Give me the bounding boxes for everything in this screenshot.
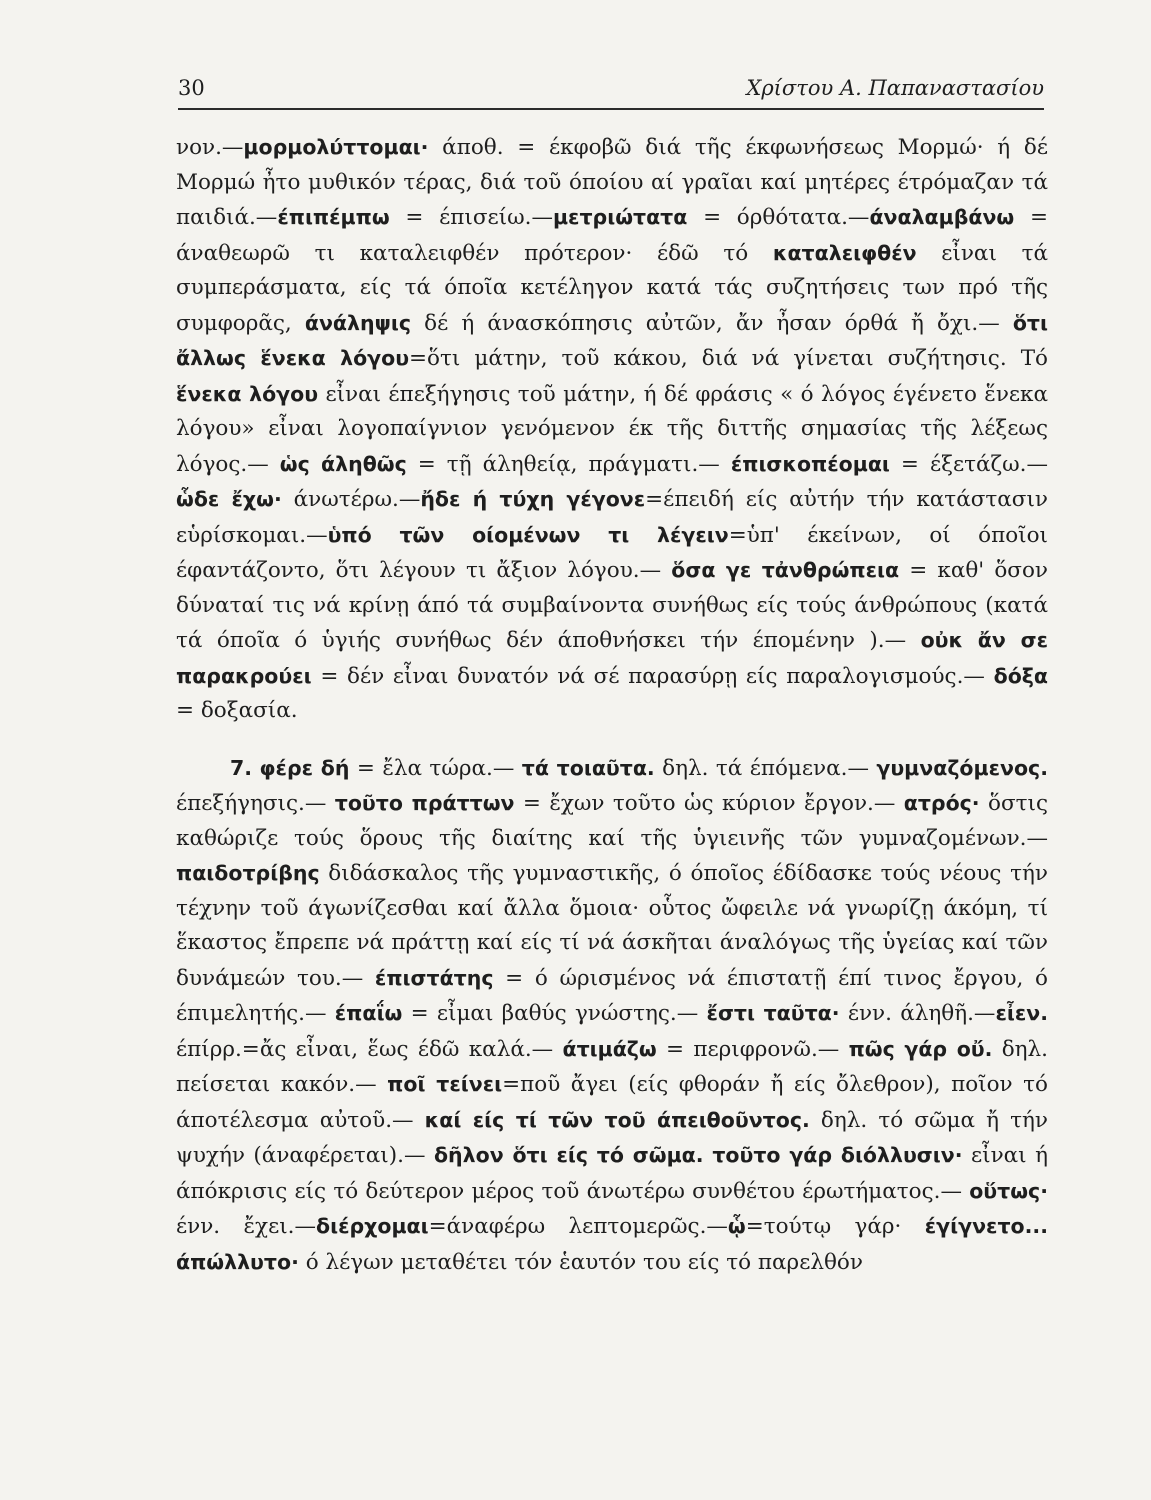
gloss-text: διδάσκαλος τῆς γυμναστικῆς, ό όποῖος έδίδασκε τούς νέους τήν τέχνην τοῦ άγωνίζεσθαι καί ἄλλα ὅμοια· οὗτος ὤφειλε νά γνωρίζῃ άκόμη, τί ἕκαστος ἔπρεπε νά πράττῃ καί είς τί νά άσκῆται άναλόγως τῆς ὑγείας καί τῶν δυνάμεών του.—: [176, 861, 1048, 991]
lemma: ὡς άληθῶς: [279, 451, 407, 476]
gloss-text: = τῇ άληθείᾳ, πράγματι.—: [406, 451, 731, 477]
gloss-text: =ποῦ ἄγει (είς φθοράν ἤ είς ὄλεθρον), ποῖον τό άποτέλεσμα αὐτοῦ.—: [176, 1072, 1048, 1133]
lemma: έπαΐω: [334, 1001, 403, 1025]
lemma: φέρε δή: [259, 755, 350, 780]
lemma: έπιπέμπω: [277, 205, 390, 229]
gloss-text: =άναφέρω λεπτομερῶς.—: [428, 1214, 728, 1239]
gloss-text: δηλ. πείσεται κακόν.—: [176, 1036, 1048, 1097]
lemma: δόξα: [993, 663, 1048, 688]
gloss-text: = άναθεωρῶ τι καταλειφθέν πρότερον· έδῶ τό: [176, 205, 1048, 266]
body-text: [176, 130, 1048, 1280]
lemma: ἕνεκα λόγου: [176, 381, 319, 406]
gloss-text: = ό ώρισμένος νά έπιστατῇ έπί τινος ἔργου, ό έπιμελητής.—: [176, 965, 1048, 1026]
lemma: ὅτι ἄλλως ἕνεκα λόγου: [176, 310, 1048, 370]
lemma: γυμναζόμενος.: [876, 755, 1048, 780]
gloss-text: δηλ. τά έπόμενα.—: [654, 755, 877, 781]
lemma: άτιμάζω: [562, 1036, 657, 1061]
gloss-text: = έξετάζω.—: [889, 451, 1049, 477]
gloss-text: =ὑπ' έκείνων, οί όποῖοι έφαντάζοντο, ὅτι λέγουν τι ἄξιον λόγου.—: [176, 522, 1048, 583]
gloss-text: [252, 756, 259, 781]
lemma: τοῦτο πράττων: [334, 791, 515, 815]
lemma: έπισκοπέομαι: [730, 451, 890, 476]
lemma: παιδοτρίβης: [176, 861, 320, 885]
lemma: ατρός·: [903, 791, 980, 815]
lemma: μετριώτατα: [552, 205, 688, 229]
gloss-text: δηλ. τό σῶμα ἤ τήν ψυχήν (άναφέρεται).—: [176, 1107, 1048, 1168]
lemma: ὅσα γε τἀνθρώπεια: [671, 558, 900, 582]
lemma: οὐκ ἄν σε παρακρούει: [176, 628, 1048, 688]
gloss-text: =έπειδή είς αὐτήν τήν κατάστασιν εὑρίσκομαι.—: [176, 487, 1048, 548]
lemma: τά τοιαῦτα.: [521, 755, 655, 780]
lemma: έγίγνετο... άπώλλυτο·: [176, 1214, 1048, 1274]
lemma: έπιστάτης: [374, 965, 494, 990]
gloss-text: = εἶμαι βαθύς γνώστης.—: [402, 1001, 707, 1026]
page-header: [178, 68, 1044, 110]
gloss-text: =τούτῳ γάρ·: [745, 1214, 925, 1239]
commentary-paragraph-2: [176, 751, 1048, 1281]
gloss-text: ένν. άληθῆ.—: [839, 1001, 996, 1026]
gloss-text: άνωτέρω.—: [281, 487, 421, 512]
gloss-text: = έπισείω.—: [389, 205, 553, 230]
gloss-text: έπεξήγησις.—: [176, 791, 335, 816]
gloss-text: = ἔχων τοῦτο ὡς κύριον ἔργον.—: [514, 791, 904, 816]
lemma: μορμολύττομαι·: [243, 135, 429, 159]
commentary-paragraph-1: [176, 130, 1048, 729]
lemma: ἤδε ή τύχη γέγονε: [420, 487, 646, 511]
lemma: πῶς γάρ οὔ.: [848, 1036, 993, 1061]
gloss-text: έπίρρ.=ἄς εἶναι, ἕως έδῶ καλά.—: [176, 1036, 563, 1062]
page-number: 30: [178, 76, 205, 100]
gloss-text: νον.—: [176, 135, 244, 160]
lemma: εἶεν.: [995, 1001, 1048, 1025]
lemma: ᾧ: [727, 1214, 746, 1238]
lemma: ὑπό τῶν οίομένων τι λέγειν: [327, 522, 729, 547]
gloss-text: ό λέγων μεταθέτει τόν ἑαυτόν του είς τό παρελθόν: [298, 1249, 863, 1275]
gloss-text: δέ ή άνασκόπησις αὐτῶν, ἄν ἦσαν όρθά ἤ ὄχι.—: [411, 310, 1013, 336]
lemma: ποῖ τείνει: [387, 1072, 503, 1096]
lemma: καταλειφθέν: [772, 240, 917, 265]
gloss-text: = περιφρονῶ.—: [656, 1036, 849, 1062]
gloss-text: εἶναι ή άπόκρισις είς τό δεύτερον μέρος τοῦ άνωτέρω συνθέτου έρωτήματος.—: [176, 1143, 1049, 1204]
lemma: δῆλον ὅτι είς τό σῶμα. τοῦτο γάρ διόλλυσιν·: [433, 1143, 963, 1167]
gloss-text: άποθ. = έκφοβῶ διά τῆς έκφωνήσεως Μορμώ· ή δέ Μορμώ ἦτο μυθικόν τέρας, διά τοῦ όποίου αί γραῖαι καί μητέρες έτρόμαζαν τά παιδιά.—: [176, 135, 1048, 230]
lemma: οὕτως·: [969, 1178, 1048, 1203]
gloss-text: = καθ' ὅσον δύναταί τις νά κρίνῃ άπό τά συμβαίνοντα συνήθως είς τούς άνθρώπους (κατά τά όποῖα ό ὑγιής συνήθως δέν άποθνήσκει τήν έπομένην ).—: [176, 558, 1048, 653]
lemma: άναλαμβάνω: [869, 205, 1015, 229]
gloss-text: =ὅτι μάτην, τοῦ κάκου, διά νά γίνεται συζήτησις. Τό: [409, 346, 1048, 371]
gloss-text: = ἔλα τώρα.—: [349, 755, 522, 781]
lemma: άνάληψις: [304, 310, 411, 335]
lemma: καί είς τί τῶν τοῦ άπειθοῦντος.: [424, 1107, 810, 1132]
gloss-text: ὅστις καθώριζε τούς ὅρους τῆς διαίτης καί τῆς ὑγιεινῆς τῶν γυμναζομένων.—: [176, 791, 1048, 851]
lemma: ὧδε ἔχω·: [176, 487, 282, 511]
gloss-text: ένν. ἔχει.—: [176, 1214, 316, 1239]
gloss-text: εἶναι έπεξήγησις τοῦ μάτην, ή δέ φράσις « ό λόγος έγένετο ἕνεκα λόγου» εἶναι λογοπαίγνιον γενόμενον έκ τῆς διττῆς σημασίας τῆς λέξεως λόγος.—: [176, 381, 1049, 477]
lemma: ἔστι ταῦτα·: [706, 1001, 840, 1025]
running-head: Χρίστου Α. Παπαναστασίου: [746, 76, 1044, 100]
lemma: 7.: [230, 755, 253, 780]
gloss-text: = δέν εἶναι δυνατόν νά σέ παρασύρῃ είς παραλογισμούς.—: [311, 663, 994, 689]
gloss-text: εἶναι τά συμπεράσματα, είς τά όποῖα κετέληγον κατά τάς συζητήσεις των πρό τῆς συμφορᾶς,: [176, 240, 1049, 336]
gloss-text: = δοξασία.: [176, 698, 298, 723]
gloss-text: = όρθότατα.—: [687, 205, 870, 230]
lemma: διέρχομαι: [316, 1214, 429, 1238]
